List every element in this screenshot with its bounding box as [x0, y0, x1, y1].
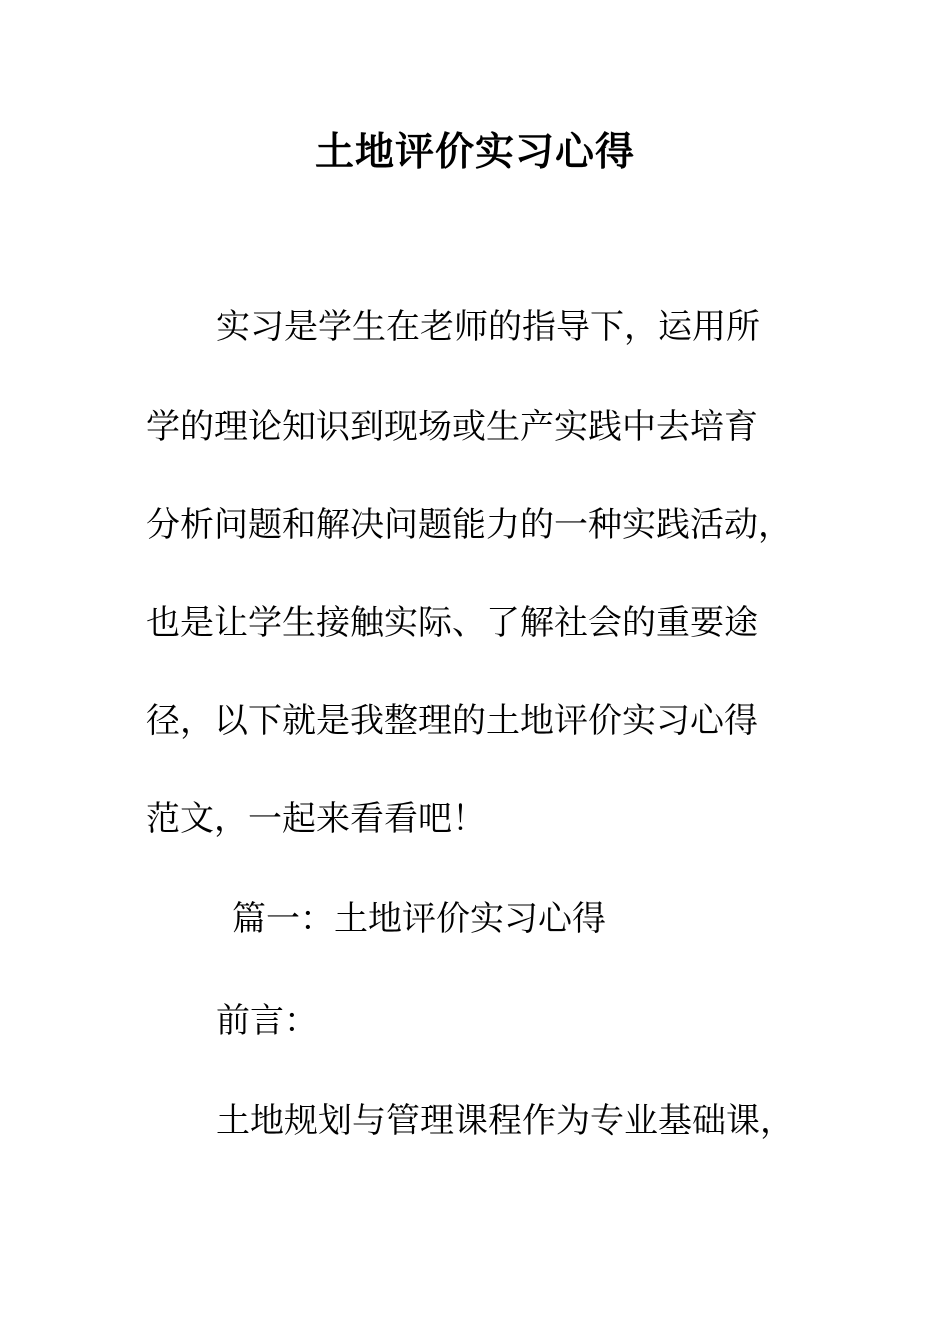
paragraph-line-4: 也是让学生接触实际、了解社会的重要途: [146, 603, 758, 643]
preface-label: 前言：: [216, 1001, 318, 1041]
document-title: 土地评价实习心得: [314, 129, 635, 175]
paragraph-line-3: 分析问题和解决问题能力的一种实践活动，: [146, 505, 792, 545]
body-line: 土地规划与管理课程作为专业基础课，: [216, 1101, 794, 1141]
paragraph-line-1: 实习是学生在老师的指导下，运用所: [216, 307, 760, 347]
paragraph-line-2: 学的理论知识到现场或生产实践中去培育: [146, 407, 758, 447]
paragraph-line-5: 径，以下就是我整理的土地评价实习心得: [146, 701, 758, 741]
section-heading: 篇一：土地评价实习心得: [232, 899, 606, 939]
paragraph-line-6: 范文，一起来看看吧！: [146, 799, 486, 839]
